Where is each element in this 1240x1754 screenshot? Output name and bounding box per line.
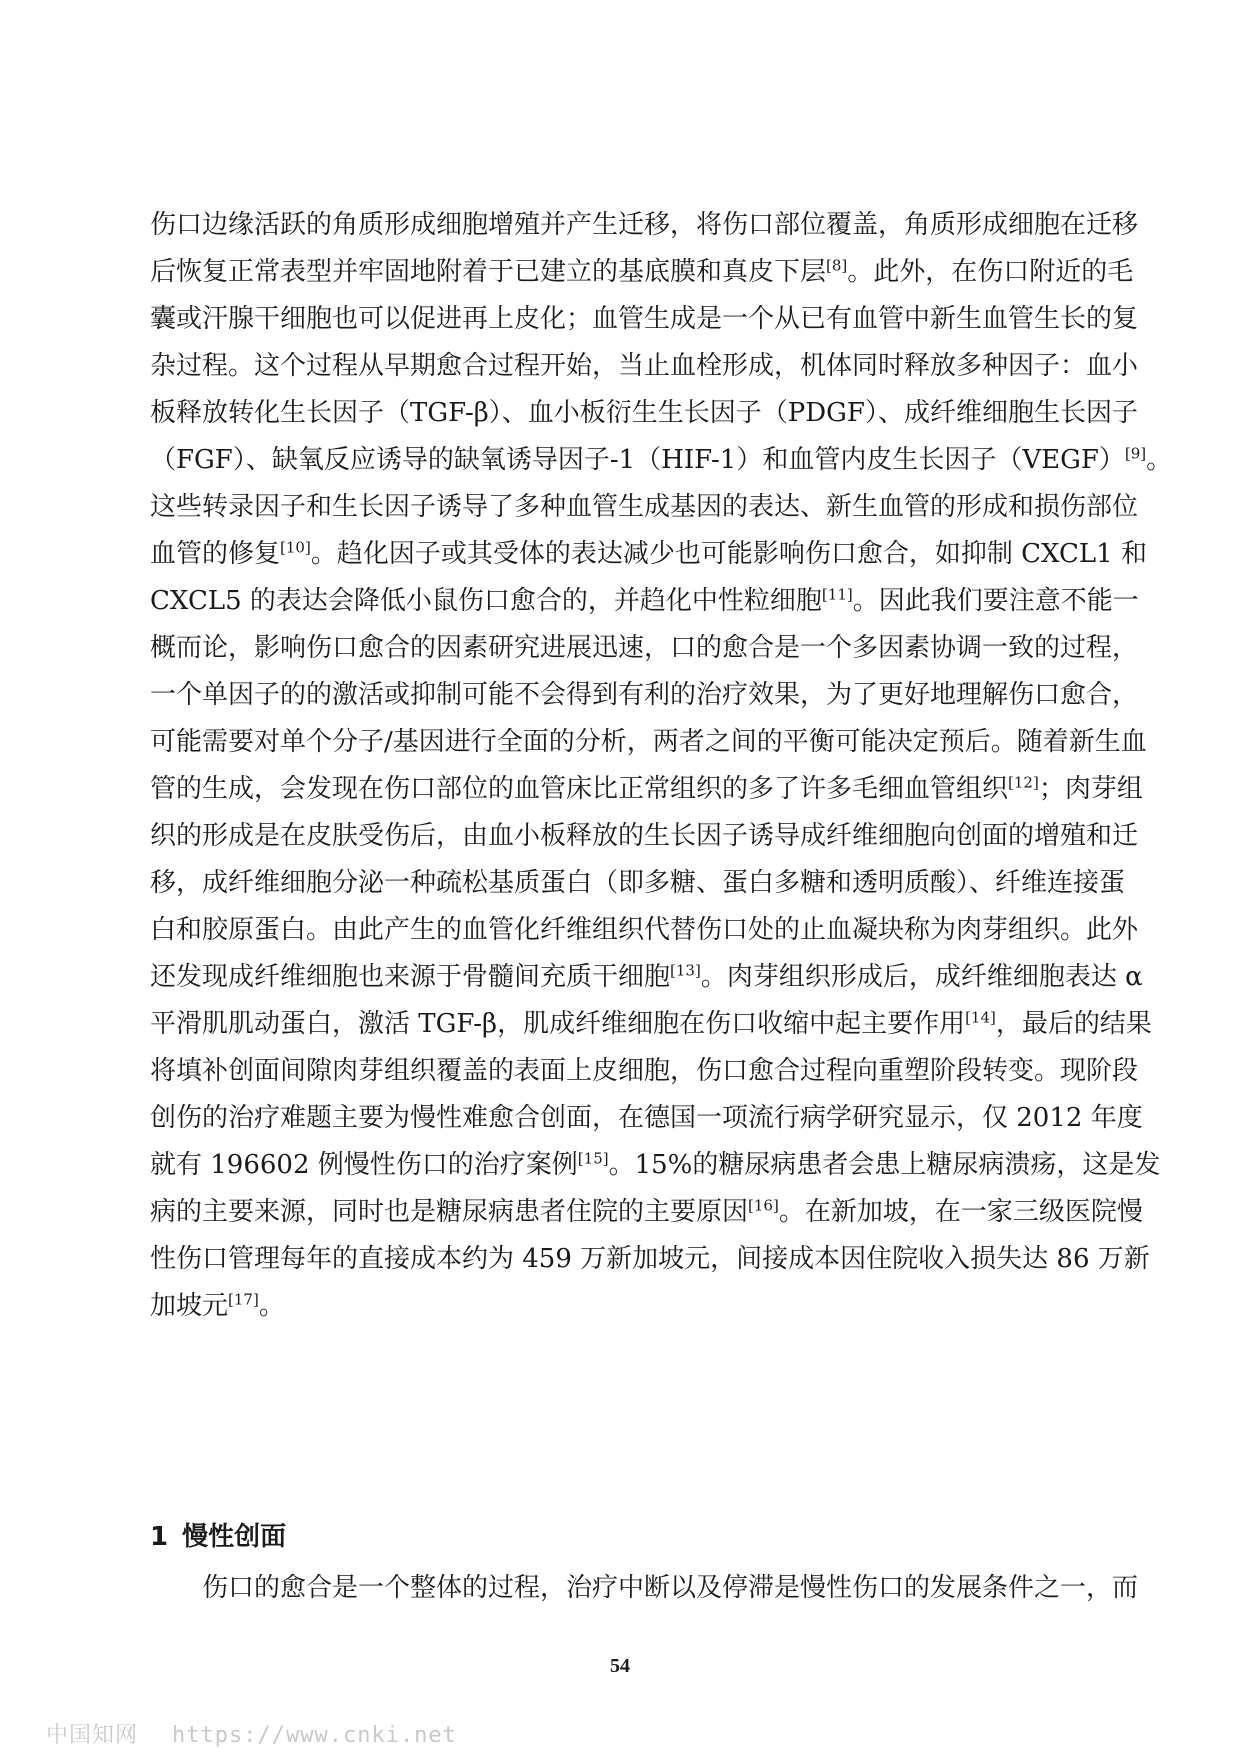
body-line: （FGF）、缺氧反应诱导的缺氧诱导因子-1（HIF-1）和血管内皮生长因子（VEGF）[9]。	[150, 444, 1173, 475]
body-line: 血管的修复[10]。趋化因子或其受体的表达减少也可能影响伤口愈合，如抑制 CXCL1 和	[150, 538, 1147, 569]
body-line: 白和胶原蛋白。由此产生的血管化纤维组织代替伤口处的止血凝块称为肉芽组织。此外	[150, 915, 1139, 945]
body-line: 杂过程。这个过程从早期愈合过程开始，当止血栓形成，机体同时释放多种因子：血小	[150, 351, 1139, 381]
page-number: 54	[610, 1655, 630, 1677]
citation-marker: [14]	[965, 1008, 996, 1027]
watermark	[46, 1718, 457, 1749]
watermark-logo-text: 中国知网	[46, 1723, 139, 1748]
citation-marker: [8]	[826, 256, 848, 275]
body-line: 管的生成，会发现在伤口部位的血管床比正常组织的多了许多毛细血管组织[12]；肉芽组	[150, 773, 1143, 804]
citation-marker: [17]	[228, 1290, 259, 1309]
body-line: 还发现成纤维细胞也来源于骨髓间充质干细胞[13]。肉芽组织形成后，成纤维细胞表达 α	[150, 961, 1143, 992]
watermark-url: https://www.cnki.net	[172, 1723, 457, 1748]
citation-marker: [12]	[1008, 773, 1039, 792]
body-line: 伤口的愈合是一个整体的过程，治疗中断以及停滞是慢性伤口的发展条件之一，而	[202, 1573, 1139, 1603]
body-line: 创伤的治疗难题主要为慢性难愈合创面，在德国一项流行病学研究显示，仅 2012 年度	[150, 1103, 1143, 1133]
body-paragraph	[150, 202, 1173, 1330]
body-line: 平滑肌肌动蛋白，激活 TGF-β，肌成纤维细胞在伤口收缩中起主要作用[14]，最后的结果	[150, 1008, 1152, 1039]
body-line: 将填补创面间隙肉芽组织覆盖的表面上皮细胞，伤口愈合过程向重塑阶段转变。现阶段	[150, 1056, 1139, 1086]
citation-marker: [11]	[821, 585, 853, 604]
body-line: CXCL5 的表达会降低小鼠伤口愈合的，并趋化中性粒细胞[11]。因此我们要注意不能一	[150, 585, 1139, 616]
body-line: 后恢复正常表型并牢固地附着于已建立的基底膜和真皮下层[8]。此外，在伤口附近的毛	[150, 256, 1134, 287]
citation-marker: [16]	[748, 1196, 779, 1215]
citation-marker: [13]	[670, 961, 701, 980]
section-heading	[150, 1519, 286, 1555]
body-line: 囊或汗腺干细胞也可以促进再上皮化；血管生成是一个从已有血管中新生血管生长的复	[150, 304, 1139, 334]
citation-marker: [15]	[577, 1149, 609, 1168]
body-line: 这些转录因子和生长因子诱导了多种血管生成基因的表达、新生血管的形成和损伤部位	[150, 492, 1139, 522]
body-line: 加坡元[17]。	[150, 1290, 285, 1321]
section-number: 1	[150, 1522, 169, 1552]
body-line: 就有 196602 例慢性伤口的治疗案例[15]。15%的糖尿病患者会患上糖尿病溃疡，这是发	[150, 1149, 1161, 1180]
section-title: 慢性创面	[182, 1522, 287, 1552]
body-line: 板释放转化生长因子（TGF-β）、血小板衍生生长因子（PDGF）、成纤维细胞生长因子	[150, 398, 1138, 428]
body-line: 病的主要来源，同时也是糖尿病患者住院的主要原因[16]。在新加坡，在一家三级医院慢	[150, 1196, 1143, 1227]
body-line: 移，成纤维细胞分泌一种疏松基质蛋白（即多糖、蛋白多糖和透明质酸）、纤维连接蛋	[150, 868, 1126, 898]
body-line: 一个单因子的的激活或抑制可能不会得到有利的治疗效果，为了更好地理解伤口愈合，	[150, 680, 1139, 710]
body-line: 概而论，影响伤口愈合的因素研究进展迅速，口的愈合是一个多因素协调一致的过程，	[150, 633, 1139, 663]
body-line: 性伤口管理每年的直接成本约为 459 万新加坡元，间接成本因住院收入损失达 86 万新	[150, 1244, 1150, 1274]
body-line: 伤口边缘活跃的角质形成细胞增殖并产生迁移，将伤口部位覆盖，角质形成细胞在迁移	[150, 210, 1139, 240]
body-line: 可能需要对单个分子/基因进行全面的分析，两者之间的平衡可能决定预后。随着新生血	[150, 727, 1147, 757]
citation-marker: [9]	[1124, 444, 1147, 463]
citation-marker: [10]	[280, 538, 311, 557]
section-paragraph	[150, 1565, 1139, 1612]
body-line: 织的形成是在皮肤受伤后，由血小板释放的生长因子诱导成纤维细胞向创面的增殖和迁	[150, 821, 1139, 851]
